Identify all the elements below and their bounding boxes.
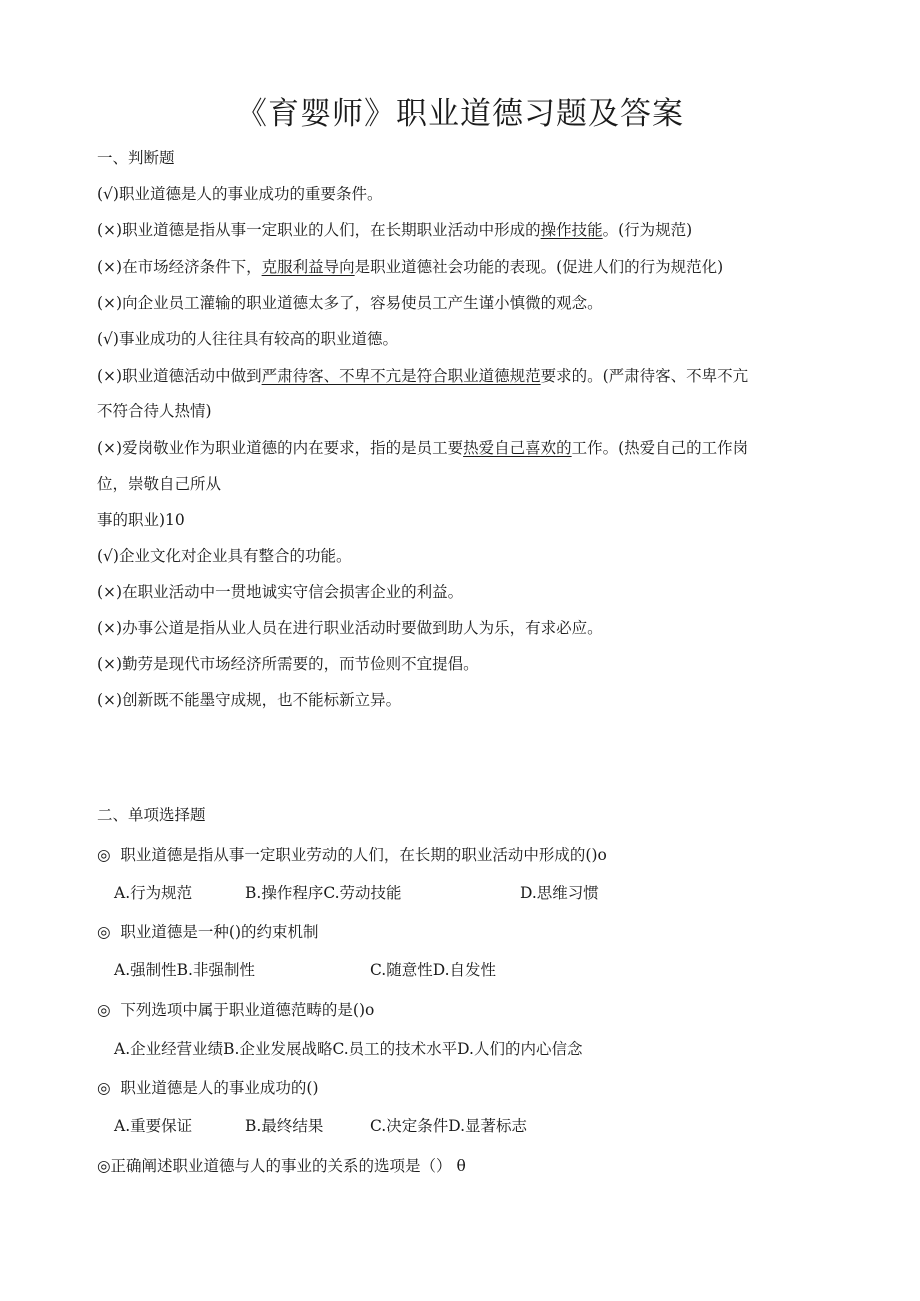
- judgment-item-11: [97, 653, 837, 675]
- option-a: A.重要保证: [114, 1117, 193, 1135]
- statement-text: 办事公道是指从业人员在进行职业活动时要做到助人为乐，有求必应。: [122, 619, 603, 637]
- option-a-b-c-d: A.企业经营业绩B.企业发展战略C.员工的技术水平D.人们的内心信念: [114, 1040, 583, 1058]
- answer-mark: (×): [97, 294, 123, 312]
- statement-text: 职业道德活动中做到: [122, 367, 262, 385]
- answer-mark: (√): [97, 185, 119, 203]
- question-bullet: ◎: [97, 1079, 111, 1097]
- answer-mark: (×): [97, 619, 123, 637]
- question-text: 职业道德是人的事业成功的(): [120, 1079, 319, 1097]
- document-title: 《育婴师》职业道德习题及答案: [236, 96, 684, 132]
- judgment-item-9: [97, 581, 837, 603]
- option-a: A.行为规范: [114, 884, 193, 902]
- statement-text: 向企业员工灌输的职业道德太多了，容易使员工产生谨小慎微的观念。: [122, 294, 603, 312]
- judgment-item-2: [97, 219, 837, 241]
- statement-text: 勤劳是现代市场经济所需要的，而节俭则不宜提倡。: [122, 655, 479, 673]
- section-heading-single-choice: 二、单项选择题: [97, 806, 206, 824]
- statement-text: 职业道德是人的事业成功的重要条件。: [118, 185, 383, 203]
- correction-text: 工作。(热爱自己的工作岗: [571, 439, 749, 457]
- option-a-b: A.强制性B.非强制性: [114, 961, 255, 979]
- statement-text: 企业文化对企业具有整合的功能。: [118, 547, 352, 565]
- underlined-error: 克服利益导向: [261, 258, 355, 276]
- judgment-item-6: [97, 365, 837, 387]
- choice-question-5: [97, 1155, 837, 1177]
- statement-text: 在职业活动中一贯地诚实守信会损害企业的利益。: [122, 583, 464, 601]
- answer-mark: (×): [97, 691, 123, 709]
- question-text: 正确阐述职业道德与人的事业的关系的选项是（） θ: [110, 1157, 466, 1175]
- judgment-item-8: [97, 545, 837, 567]
- question-bullet: ◎: [97, 846, 111, 864]
- answer-mark: (×): [97, 221, 123, 239]
- correction-text: 。(行为规范): [602, 221, 693, 239]
- option-c-d: C.决定条件D.显著标志: [370, 1117, 528, 1135]
- underlined-error: 严肃待客、不卑不亢是符合职业道德规范: [261, 367, 541, 385]
- option-c-d: C.随意性D.自发性: [370, 961, 497, 979]
- section-heading-judgment: 一、判断题: [97, 149, 175, 167]
- judgment-item-4: [97, 292, 837, 314]
- judgment-item-3: [97, 256, 837, 278]
- statement-text: 事业成功的人往往具有较高的职业道德。: [118, 330, 398, 348]
- question-text: 职业道德是一种()的约束机制: [120, 923, 319, 941]
- correction-text: 是职业道德社会功能的表现。(促进人们的行为规范化): [354, 258, 724, 276]
- answer-mark: (×): [97, 367, 123, 385]
- choice-question-3: [97, 999, 837, 1021]
- question-bullet: ◎: [97, 1157, 111, 1175]
- judgment-item-7-continued: 位，崇敬自己所从: [97, 475, 222, 493]
- option-b-c: B.操作程序C.劳动技能: [245, 884, 402, 902]
- answer-mark: (×): [97, 439, 123, 457]
- choice-question-1: [97, 844, 837, 866]
- judgment-item-7: [97, 437, 837, 459]
- answer-mark: (×): [97, 655, 123, 673]
- underlined-error: 热爱自己喜欢的: [463, 439, 572, 457]
- judgment-item-12: [97, 689, 837, 711]
- judgment-item-6-continued: 不符合待人热情): [97, 402, 212, 420]
- judgment-item-7-continued-2: 事的职业)10: [97, 511, 185, 529]
- choice-question-2: [97, 921, 837, 943]
- underlined-error: 操作技能: [540, 221, 603, 239]
- option-d: D.思维习惯: [520, 884, 599, 902]
- question-bullet: ◎: [97, 923, 111, 941]
- question-text: 下列选项中属于职业道德范畴的是()o: [120, 1001, 375, 1019]
- judgment-item-5: [97, 328, 837, 350]
- question-bullet: ◎: [97, 1001, 111, 1019]
- question-text: 职业道德是指从事一定职业劳动的人们，在长期的职业活动中形成的()o: [120, 846, 607, 864]
- statement-text: 创新既不能墨守成规，也不能标新立异。: [122, 691, 402, 709]
- answer-mark: (√): [97, 547, 119, 565]
- judgment-item-1: [97, 183, 837, 205]
- judgment-item-10: [97, 617, 837, 639]
- option-b: B.最终结果: [245, 1117, 324, 1135]
- answer-mark: (×): [97, 258, 123, 276]
- statement-text: 职业道德是指从事一定职业的人们，在长期职业活动中形成的: [122, 221, 541, 239]
- correction-text: 要求的。(严肃待客、不卑不亢: [540, 367, 749, 385]
- statement-text: 在市场经济条件下，: [122, 258, 262, 276]
- answer-mark: (√): [97, 330, 119, 348]
- answer-mark: (×): [97, 583, 123, 601]
- choice-question-4: [97, 1077, 837, 1099]
- statement-text: 爱岗敬业作为职业道德的内在要求，指的是员工要: [122, 439, 464, 457]
